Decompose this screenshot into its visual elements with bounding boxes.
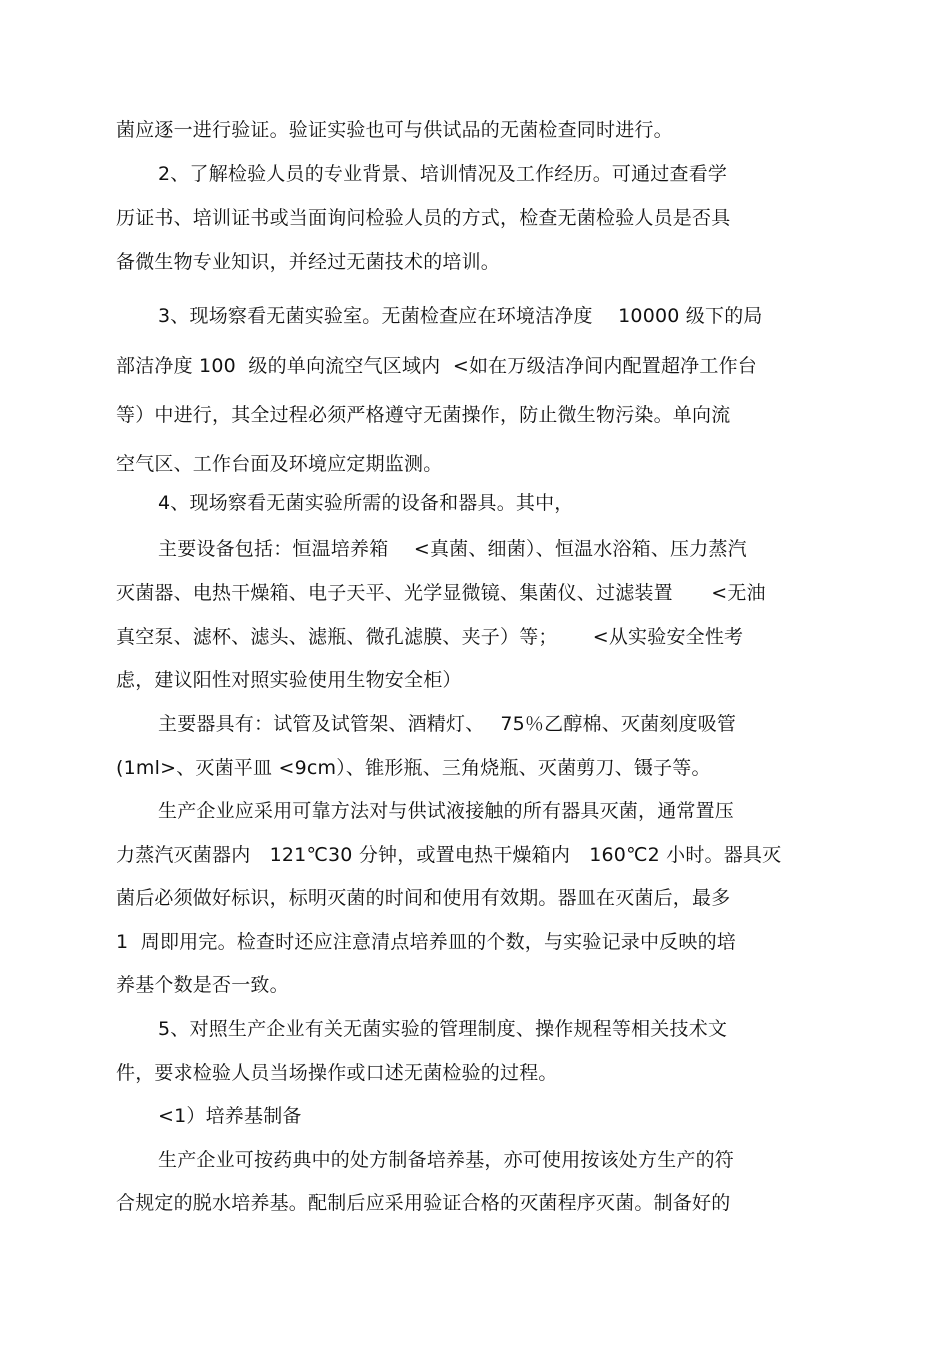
text-line: 菌后必须做好标识，标明灭菌的时间和使用有效期。器皿在灭菌后，最多 <box>116 887 731 909</box>
text-line: <1）培养基制备 <box>158 1105 302 1127</box>
text-line: 5、对照生产企业有关无菌实验的管理制度、操作规程等相关技术文 <box>158 1018 728 1040</box>
text-line: 生产企业应采用可靠方法对与供试液接触的所有器具灭菌，通常置压 <box>158 800 735 822</box>
text-line: 力蒸汽灭菌器内 121℃30 分钟，或置电热干燥箱内 160℃2 小时。器具灭 <box>116 844 782 866</box>
text-line: 养基个数是否一致。 <box>116 974 289 996</box>
text-line: 空气区、工作台面及环境应定期监测。 <box>116 453 443 475</box>
text-line: 件，要求检验人员当场操作或口述无菌检验的过程。 <box>116 1062 558 1084</box>
text-line: 虑，建议阳性对照实验使用生物安全柜） <box>116 669 462 691</box>
text-line: (1ml>、灭菌平皿 <9cm）、锥形瓶、三角烧瓶、灭菌剪刀、镊子等。 <box>116 757 711 779</box>
text-line: 备微生物专业知识，并经过无菌技术的培训。 <box>116 251 501 273</box>
text-line: 生产企业可按药典中的处方制备培养基，亦可使用按该处方生产的符 <box>158 1149 735 1171</box>
text-line: 3、现场察看无菌实验室。无菌检查应在环境洁净度 10000 级下的局 <box>158 305 763 327</box>
text-line: 部洁净度 100 级的单向流空气区域内 <如在万级洁净间内配置超净工作台 <box>116 355 757 377</box>
text-line: 1 周即用完。检查时还应注意清点培养皿的个数，与实验记录中反映的培 <box>116 931 736 953</box>
text-line: 真空泵、滤杯、滤头、滤瓶、微孔滤膜、夹子）等； <从实验安全性考 <box>116 626 744 648</box>
text-line: 等）中进行，其全过程必须严格遵守无菌操作，防止微生物污染。单向流 <box>116 404 731 426</box>
text-line: 2、了解检验人员的专业背景、培训情况及工作经历。可通过查看学 <box>158 163 728 185</box>
text-line: 历证书、培训证书或当面询问检验人员的方式，检查无菌检验人员是否具 <box>116 207 731 229</box>
text-line: 主要器具有：试管及试管架、酒精灯、 75％乙醇棉、灭菌刻度吸管 <box>158 713 737 735</box>
text-line: 合规定的脱水培养基。配制后应采用验证合格的灭菌程序灭菌。制备好的 <box>116 1192 731 1214</box>
text-line: 菌应逐一进行验证。验证实验也可与供试品的无菌检查同时进行。 <box>116 119 673 141</box>
text-line: 主要设备包括：恒温培养箱 <真菌、细菌）、恒温水浴箱、压力蒸汽 <box>158 538 747 560</box>
text-line: 4、现场察看无菌实验所需的设备和器具。其中， <box>158 492 574 514</box>
text-line: 灭菌器、电热干燥箱、电子天平、光学显微镜、集菌仪、过滤装置 <无油 <box>116 582 766 604</box>
